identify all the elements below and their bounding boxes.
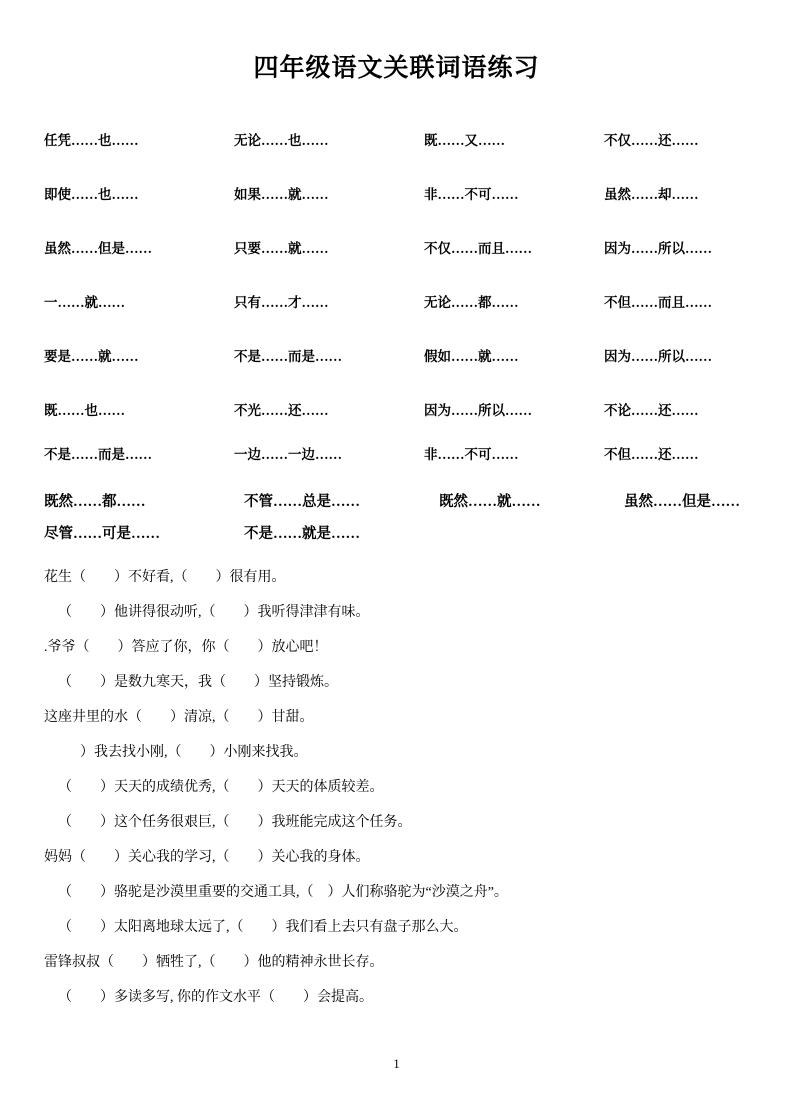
exercise-sentence: （ ）天天的成绩优秀,（ ）天天的体质较差。 xyxy=(58,780,384,795)
conjunction-pair xyxy=(439,518,624,550)
exercise-sentence: ）我去找小刚,（ ）小刚来找我。 xyxy=(80,745,308,760)
conjunction-pair: 既然……都…… xyxy=(44,494,146,510)
conjunction-pair: 虽然……但是…… xyxy=(624,494,740,510)
conjunction-pair: 不仅……还…… xyxy=(604,133,699,148)
conjunction-pair: 非……不可…… xyxy=(424,187,519,202)
conjunction-pair: 不但……还…… xyxy=(604,447,699,462)
conjunction-pair: 无论……也…… xyxy=(234,133,329,148)
conjunction-pair: 非……不可…… xyxy=(424,447,519,462)
conjunction-pair: 既……又…… xyxy=(424,133,505,148)
exercise-sentence: （ ）是数九寒天，我（ ）坚持锻炼。 xyxy=(58,675,338,690)
exercise-sentence: （ ）多读多写, 你的作文水平（ ）会提高。 xyxy=(58,990,373,1005)
conjunction-pair: 因为……所以…… xyxy=(424,403,532,418)
conjunction-pair: 即使……也…… xyxy=(44,187,139,202)
conjunction-pair: 不论……还…… xyxy=(604,403,699,418)
conjunction-pair: 任凭……也…… xyxy=(44,133,139,148)
exercise-sentence-list xyxy=(44,560,749,1015)
exercise-sentence: （ ）他讲得很动听,（ ）我听得津津有味。 xyxy=(58,605,370,620)
conjunction-pair: 不但……而且…… xyxy=(604,295,712,310)
conjunction-pair: 不光……还…… xyxy=(234,403,329,418)
conjunction-pair: 只有……才…… xyxy=(234,295,329,310)
conjunction-pair: 不管……总是…… xyxy=(244,494,360,510)
conjunction-pair: 一边……一边…… xyxy=(234,447,342,462)
conjunction-pair: 无论……都…… xyxy=(424,295,519,310)
conjunction-pair: 因为……所以…… xyxy=(604,349,712,364)
conjunction-pair: 一……就…… xyxy=(44,295,125,310)
page-title: 四年级语文关联词语练习 xyxy=(253,55,540,82)
exercise-sentence: 花生（ ）不好看,（ ）很有用。 xyxy=(44,570,286,585)
conjunction-pair: 要是……就…… xyxy=(44,349,139,364)
exercise-sentence: （ ）这个任务很艰巨,（ ）我班能完成这个任务。 xyxy=(58,815,412,830)
conjunction-pair: 如果……就…… xyxy=(234,187,329,202)
conjunction-pair: 不是……而是…… xyxy=(44,447,152,462)
exercise-sentence: 妈妈（ ）关心我的学习,（ ）关心我的身体。 xyxy=(44,850,370,865)
conjunction-pair: 不是……就是…… xyxy=(244,526,360,542)
conjunction-pair: 尽管……可是…… xyxy=(44,526,160,542)
exercise-sentence: .爷爷（ ）答应了你，你（ ）放心吧！ xyxy=(44,640,328,655)
conjunction-pair-grid-row7 xyxy=(44,438,749,472)
conjunction-pair-grid xyxy=(44,114,749,438)
conjunction-pair: 虽然……却…… xyxy=(604,187,699,202)
conjunction-pair xyxy=(624,518,784,550)
page-number: 1 xyxy=(393,1057,400,1071)
conjunction-pair: 只要……就…… xyxy=(234,241,329,256)
exercise-sentence: （ ）骆驼是沙漠里重要的交通工具,（ ）人们称骆驼为“沙漠之舟”。 xyxy=(58,885,508,900)
conjunction-pair: 虽然……但是…… xyxy=(44,241,152,256)
conjunction-pair: 假如……就…… xyxy=(424,349,519,364)
exercise-sentence: 这座井里的水（ ）清凉,（ ）甘甜。 xyxy=(44,710,314,725)
conjunction-pair: 既……也…… xyxy=(44,403,125,418)
conjunction-pair: 不仅……而且…… xyxy=(424,241,532,256)
exercise-sentence: 雷锋叔叔（ ）牺牲了,（ ）他的精神永世长存。 xyxy=(44,955,384,970)
conjunction-pair: 既然……就…… xyxy=(439,494,541,510)
conjunction-pair: 因为……所以…… xyxy=(604,241,712,256)
exercise-sentence: （ ）太阳离地球太远了,（ ）我们看上去只有盘子那么大。 xyxy=(58,920,468,935)
conjunction-pair: 不是……而是…… xyxy=(234,349,342,364)
conjunction-pair-grid-bold xyxy=(44,486,749,550)
